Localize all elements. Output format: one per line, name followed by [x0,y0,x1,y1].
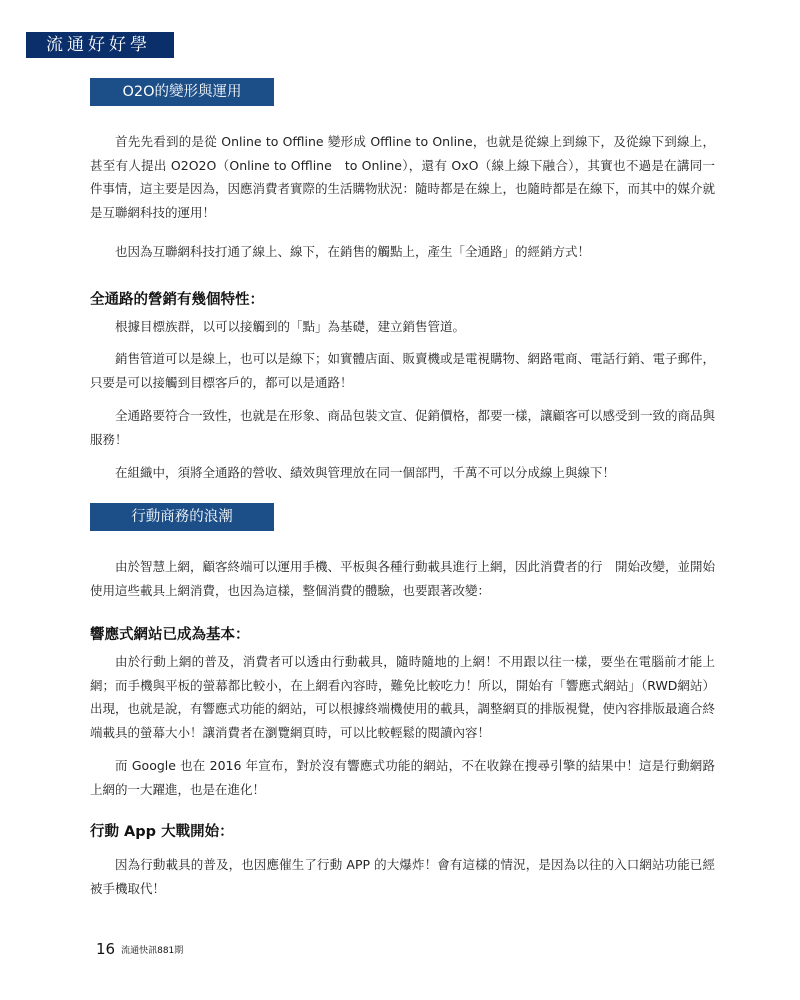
paragraph-trait-consistency: 全通路要符合一致性，也就是在形象、商品包裝文宣、促銷價格，都要一樣，讓顧客可以感受到一致的商品與服務！ [90,408,716,447]
page-footer [96,940,183,958]
paragraph-trait-organization: 在組織中，須將全通路的營收、績效與管理放在同一個部門，千萬不可以分成線上與線下！ [115,465,616,480]
section-heading-o2o: O2O的變形與運用 [90,78,274,106]
paragraph-responsive-web: 由於行動上網的普及，消費者可以透由行動載具，隨時隨地的上網！不用跟以往一樣，要坐在電腦前才能上網；而手機與平板的螢幕都比較小，在上網看內容時，難免比較吃力！所以，開始有「響應式網站」（RWD網站）出現，也就是說，有響應式功能的網站，可以根據終端機使用的載具，調整網頁的排版視覺，使內容排版最適合終端載具的螢幕大小！讓消費者在瀏覽網頁時，可以比較輕鬆的閱讀內容！ [90,654,716,740]
section-heading-mobile-commerce: 行動商務的浪潮 [90,503,274,531]
publication-issue: 流通快訊881期 [121,946,184,956]
paragraph-trait-target: 根據目標族群，以可以接觸到的「點」為基礎，建立銷售管道。 [115,319,466,334]
subheading-omnichannel-traits: 全通路的營銷有幾個特性： [90,292,264,308]
magazine-section-label: 流通好好學 [26,32,174,58]
subheading-mobile-app: 行動 App 大戰開始： [90,824,234,840]
paragraph-mobile-intro: 由於智慧上網，顧客終端可以運用手機、平板與各種行動載具進行上網，因此消費者的行 開始改變，並開始使用這些載具上網消費，也因為這樣，整個消費的體驗，也要跟著改變： [90,559,716,598]
subheading-responsive-web: 響應式網站已成為基本： [90,627,250,643]
paragraph-mobile-app: 因為行動載具的普及，也因應催生了行動 APP 的大爆炸！會有這樣的情況，是因為以往的入口網站功能已經被手機取代！ [90,857,715,896]
page-number: 16 [96,940,116,958]
paragraph-omnichannel-origin: 也因為互聯網科技打通了線上、線下，在銷售的觸點上，產生「全通路」的經銷方式！ [115,244,591,259]
paragraph-o2o-intro: 首先先看到的是從 Online to Offline 變形成 Offline to Online，也就是從線上到線下，及從線下到線上，甚至有人提出 O2O2O（Online to Offline to Online），還有 OxO（線上線下融合），其實也不過是在講同一件事情，這主要是因為，因應消費者實際的生活購物狀況：隨時都是在線上，也隨時都是在線下，而其中的媒介就是互聯網科技的運用！ [90,134,716,220]
paragraph-google-announcement: 而 Google 也在 2016 年宣布，對於沒有響應式功能的網站，不在收錄在搜尋引擎的結果中！這是行動網路上網的一大躍進，也是在進化！ [90,758,715,797]
paragraph-trait-channels: 銷售管道可以是線上，也可以是線下；如實體店面、販賣機或是電視購物、網路電商、電話行銷、電子郵件，只要是可以接觸到目標客戶的，都可以是通路！ [90,351,716,390]
